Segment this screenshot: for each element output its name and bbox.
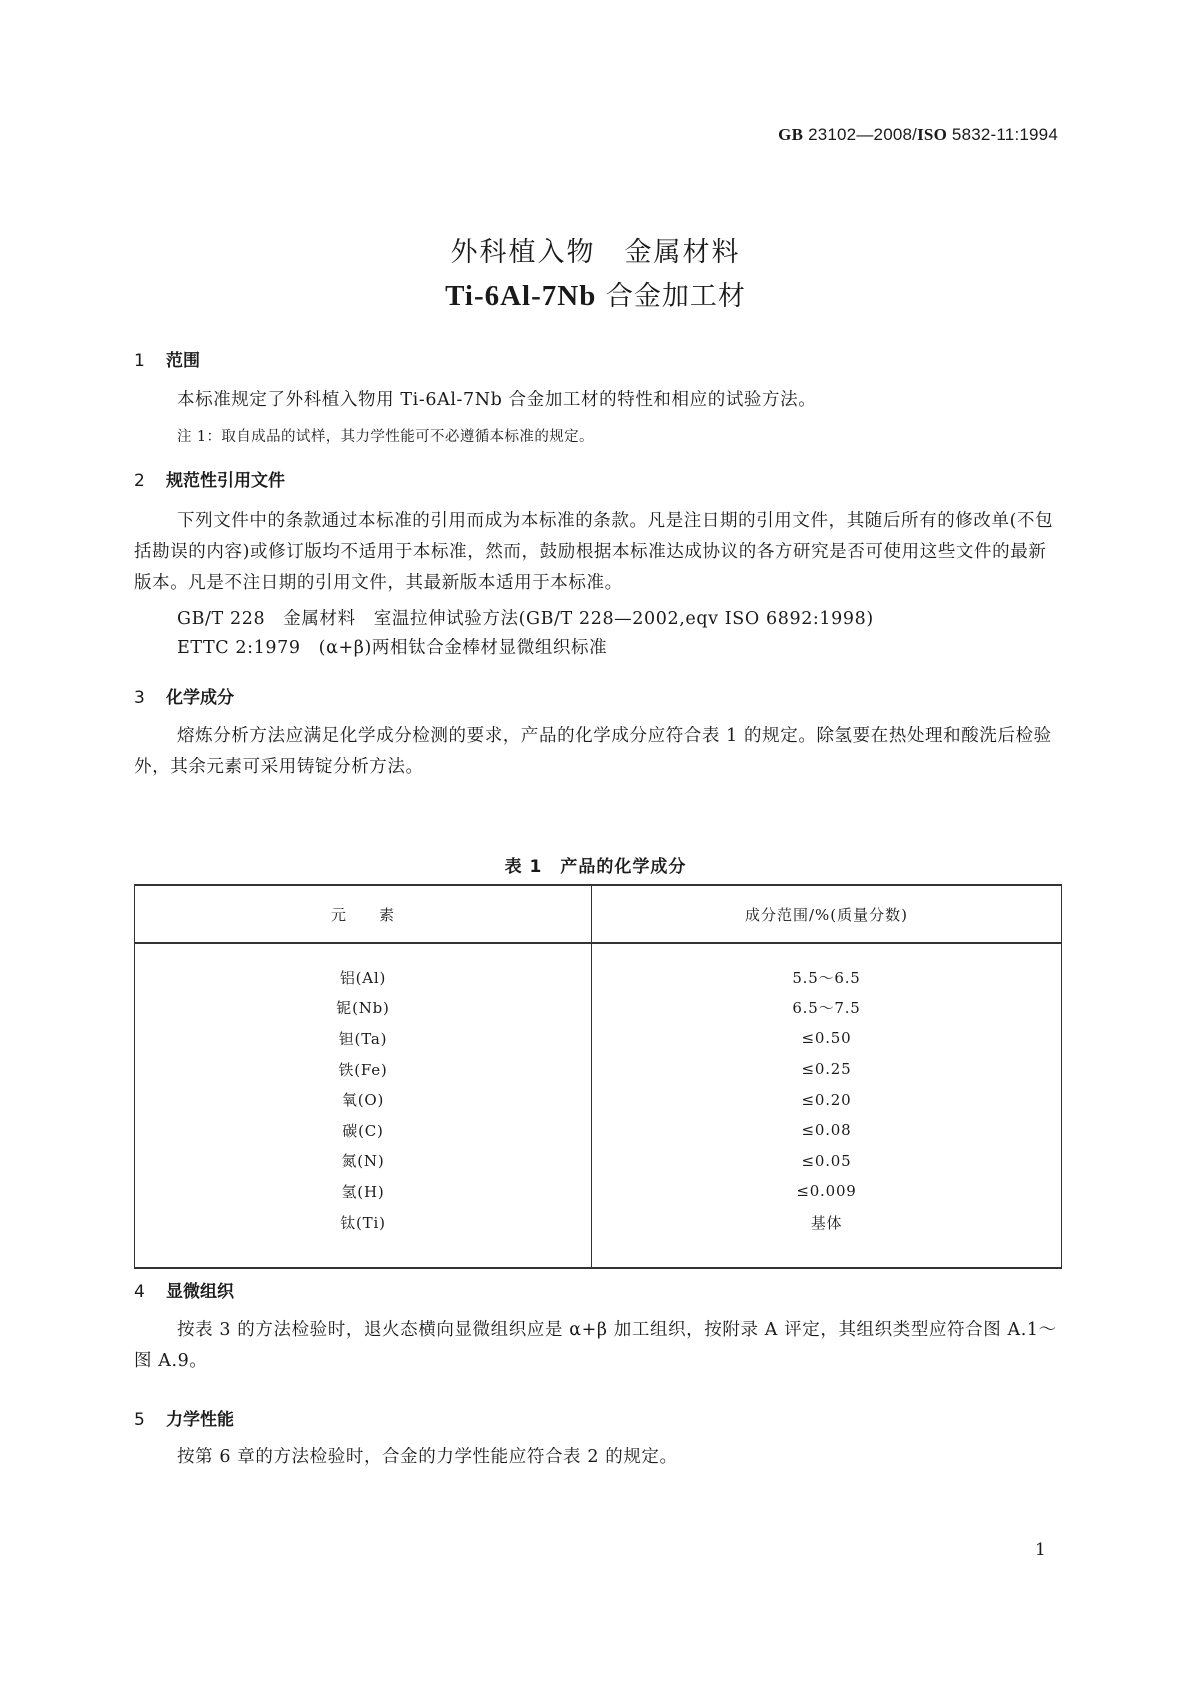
document-title-line1: 外科植入物 金属材料	[450, 237, 741, 268]
element-cell: 钽(Ta)	[135, 1023, 592, 1054]
element-cell: 氧(O)	[135, 1084, 592, 1115]
table-row	[135, 1115, 1062, 1146]
table-row	[135, 962, 1062, 993]
column-header-range: 成分范围/%(质量分数)	[592, 885, 1062, 943]
section-title: 化学成分	[166, 688, 234, 708]
document-title-line2	[0, 274, 1191, 313]
element-cell: 铝(Al)	[135, 962, 592, 993]
range-cell: ≤0.05	[801, 1151, 852, 1170]
section-number: 3	[134, 688, 145, 708]
section-heading-3	[134, 683, 234, 708]
section-2-paragraph: 下列文件中的条款通过本标准的引用而成为本标准的条款。凡是注日期的引用文件，其随后所有的修改单(不包括勘误的内容)或修订版均不适用于本标准，然而，鼓励根据本标准达成协议的各方研究是否可使用这些文件的最新版本。凡是不注日期的引用文件，其最新版本适用于本标准。	[134, 511, 1054, 593]
section-4-paragraph: 按表 3 的方法检验时，退火态横向显微组织应是 α+β 加工组织，按附录 A 评定，其组织类型应符合图 A.1～图 A.9。	[134, 1320, 1057, 1371]
table-row	[135, 1054, 1062, 1085]
range-cell: ≤0.009	[796, 1182, 857, 1201]
alloy-name: Ti-6Al-7Nb	[445, 280, 597, 312]
table-row	[135, 1146, 1062, 1177]
section-title: 范围	[166, 351, 200, 371]
section-title: 显微组织	[166, 1282, 234, 1302]
section-heading-1	[134, 346, 200, 371]
range-cell: ≤0.50	[801, 1029, 852, 1048]
title-suffix: 合金加工材	[596, 281, 746, 312]
section-3-paragraph: 熔炼分析方法应满足化学成分检测的要求，产品的化学成分应符合表 1 的规定。除氢要在热处理和酸洗后检验外，其余元素可采用铸锭分析方法。	[134, 726, 1052, 777]
reference-item: ETTC 2:1979 (α+β)两相钛合金棒材显微组织标准	[177, 638, 608, 658]
element-cell: 铌(Nb)	[135, 993, 592, 1024]
section-title: 规范性引用文件	[166, 471, 285, 491]
column-header-element: 元 素	[135, 885, 592, 943]
table-row	[135, 1084, 1062, 1115]
section-5-paragraph: 按第 6 章的方法检验时，合金的力学性能应符合表 2 的规定。	[177, 1447, 678, 1467]
range-cell: ≤0.25	[801, 1060, 852, 1079]
table-row	[135, 1207, 1062, 1238]
element-cell: 氮(N)	[135, 1146, 592, 1177]
chemical-composition-table	[134, 884, 1062, 1269]
range-cell: ≤0.20	[801, 1090, 852, 1109]
code-iso: ISO	[917, 125, 947, 144]
element-cell: 氢(H)	[135, 1176, 592, 1207]
code-number: 23102—2008/	[803, 125, 918, 144]
reference-item: GB/T 228 金属材料 室温拉伸试验方法(GB/T 228—2002,eqv ISO 6892:1998)	[177, 609, 874, 629]
section-heading-2	[134, 466, 285, 491]
section-heading-5	[134, 1405, 234, 1430]
page-number: 1	[1035, 1540, 1046, 1560]
code-gb: GB	[778, 125, 804, 144]
range-cell: 5.5～6.5	[792, 968, 861, 987]
section-number: 4	[134, 1282, 145, 1302]
section-number: 2	[134, 471, 145, 491]
table-row	[135, 1023, 1062, 1054]
section-heading-4	[134, 1277, 234, 1302]
table-row	[135, 1176, 1062, 1207]
code-iso-number: 5832-11:1994	[947, 125, 1058, 144]
range-cell: ≤0.08	[801, 1121, 852, 1140]
table-row	[135, 993, 1062, 1024]
section-title: 力学性能	[166, 1410, 234, 1430]
section-number: 1	[134, 351, 145, 371]
section-1-paragraph: 本标准规定了外科植入物用 Ti-6Al-7Nb 合金加工材的特性和相应的试验方法。	[177, 390, 817, 410]
standard-code	[778, 125, 1058, 145]
range-cell: 6.5～7.5	[792, 999, 861, 1018]
element-cell: 碳(C)	[135, 1115, 592, 1146]
element-cell: 钛(Ti)	[135, 1207, 592, 1238]
section-number: 5	[134, 1410, 145, 1430]
section-1-note: 注 1：取自成品的试样，其力学性能可不必遵循本标准的规定。	[177, 429, 594, 445]
element-cell: 铁(Fe)	[135, 1054, 592, 1085]
table-header-row	[135, 885, 1062, 943]
range-cell: 基体	[810, 1213, 843, 1232]
table-caption: 表 1 产品的化学成分	[504, 857, 687, 877]
